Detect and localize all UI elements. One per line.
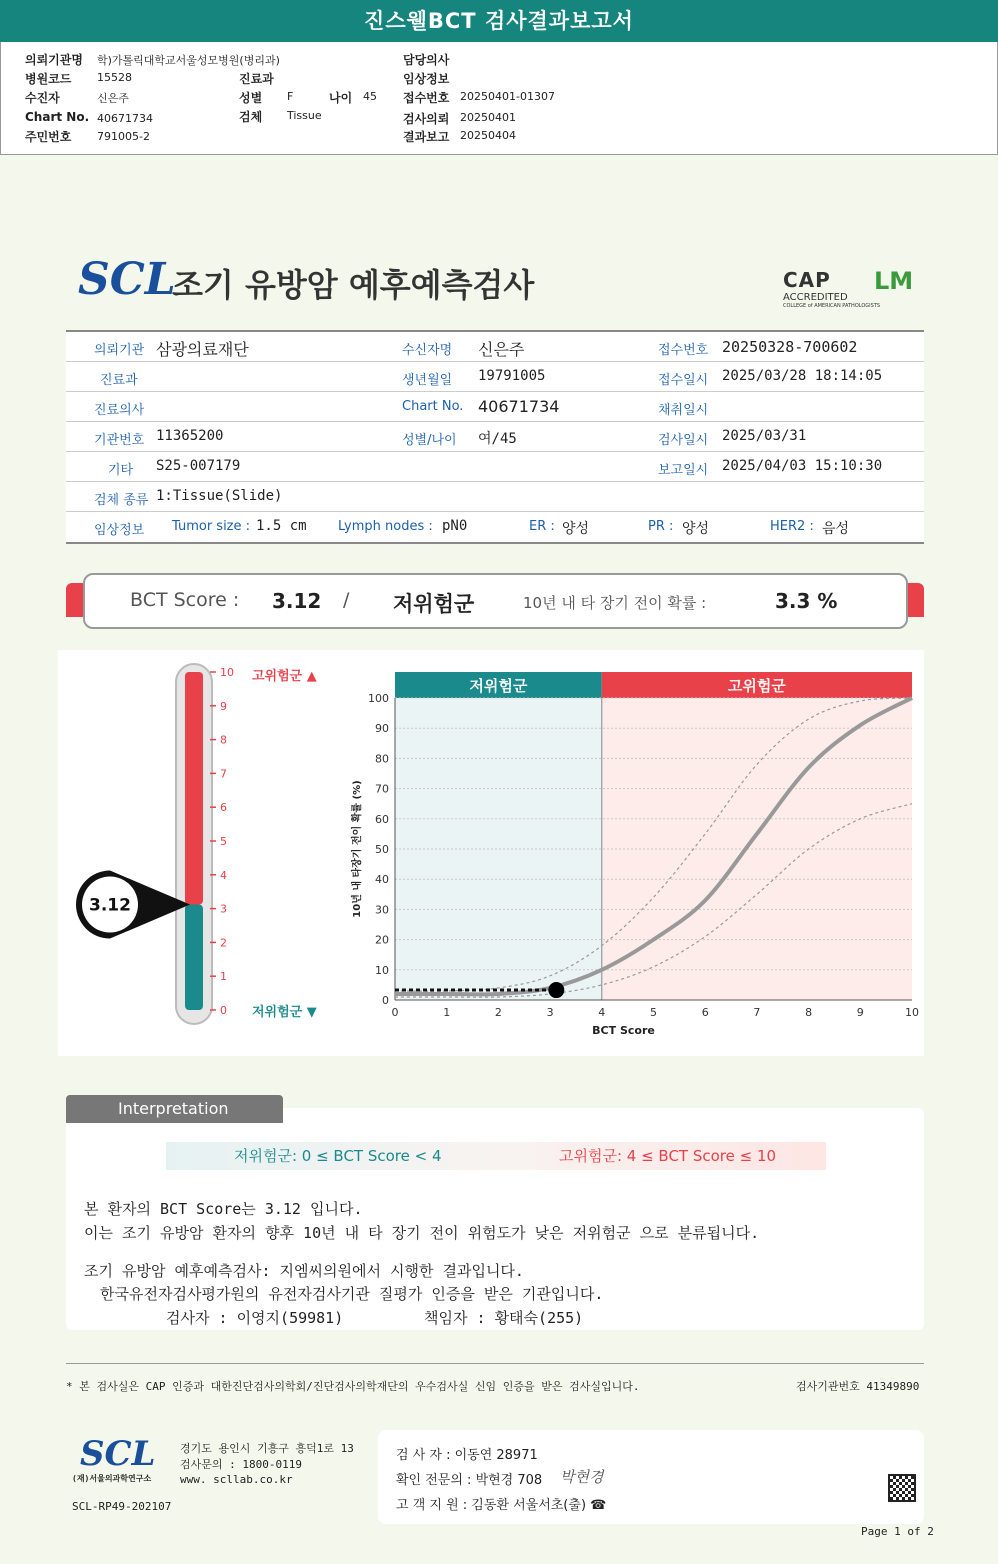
label: 접수번호 [658, 343, 709, 358]
footer-tel: 검사문의 : 1800-0119 [180, 1458, 302, 1471]
x-tick-label: 9 [856, 1006, 864, 1019]
x-axis-label: BCT Score [592, 1024, 655, 1037]
value: 양성 [562, 521, 590, 537]
label: 성별/나이 [402, 433, 457, 448]
hdr-label: 검사의뢰 [403, 112, 450, 126]
hdr-label: 나이 [329, 91, 353, 105]
hdr-value: 40671734 [97, 112, 153, 125]
hdr-label: 결과보고 [403, 130, 450, 144]
x-tick-label: 10 [905, 1006, 919, 1019]
cap-accredited-logo [783, 268, 880, 309]
low-risk-region [395, 698, 602, 1000]
value: 20250328-700602 [722, 338, 858, 356]
gauge-low-label: 저위험군 ▼ [252, 1005, 317, 1020]
value: 삼광의료재단 [156, 340, 249, 359]
y-tick-label: 90 [375, 722, 389, 736]
prob-label: 10년 내 타 장기 전이 확률 : [523, 594, 707, 612]
hdr-label: 진료과 [239, 72, 274, 86]
footer-address: 경기도 용인시 기흥구 흥덕1로 13 [180, 1442, 354, 1455]
gauge-tick-label: 10 [220, 666, 234, 679]
x-tick-label: 5 [650, 1006, 657, 1019]
footer-specialist: 확인 전문의 : 박현경 708 [396, 1473, 543, 1488]
report-header-title: 진스웰BCT 검사결과보고서 [0, 0, 998, 42]
x-tick-label: 7 [753, 1006, 761, 1019]
value: 19791005 [478, 368, 546, 384]
hdr-value: 45 [363, 90, 377, 103]
label: 채취일시 [658, 403, 709, 418]
y-tick-label: 20 [375, 933, 389, 947]
doc-id: SCL-RP49-202107 [72, 1500, 172, 1513]
gauge-tick-label: 9 [220, 699, 227, 713]
low-range-text: 저위험군: 0 ≤ BCT Score < 4 [234, 1147, 442, 1165]
hdr-value: 20250401-01307 [460, 90, 555, 103]
report-title: 조기 유방암 예후예측검사 [172, 266, 535, 304]
label: 검사일시 [658, 433, 709, 448]
value: 11365200 [156, 428, 224, 444]
patient-info-table [66, 330, 924, 544]
high-range-text: 고위험군: 4 ≤ BCT Score ≤ 10 [559, 1147, 777, 1165]
y-axis-label: 10년 내 타장기 전이 확률 (%) [352, 780, 363, 918]
gauge-tick-label: 7 [220, 767, 227, 781]
prob-value: 3.3 % [775, 589, 838, 613]
hdr-label: 담당의사 [403, 53, 450, 67]
scl-logo: SCL [78, 254, 176, 305]
score-gauge [58, 650, 348, 1056]
interp-responsible: 책임자 : 황태숙(255) [424, 1309, 584, 1327]
value: S25-007179 [156, 458, 241, 474]
lm-logo: LM [874, 267, 914, 295]
interpretation-tab: Interpretation [66, 1095, 283, 1123]
gauge-tick-label: 8 [220, 733, 227, 747]
gauge-tick-label: 4 [220, 868, 227, 882]
bct-score-label: BCT Score : [130, 589, 240, 611]
table-row [66, 362, 924, 392]
cap-text: CAP [783, 268, 831, 292]
interp-line-2: 이는 조기 유방암 환자의 향후 10년 내 타 장기 전이 위험도가 낮은 저위험군 으로 분류됩니다. [84, 1224, 760, 1242]
gauge-high-label: 고위험군 ▲ [252, 669, 317, 684]
value: 2025/03/31 [722, 428, 807, 444]
range-legend [166, 1142, 826, 1170]
gauge-tick-label: 0 [220, 1004, 227, 1017]
high-risk-header-label: 고위험군 [727, 677, 786, 695]
hdr-value: 791005-2 [97, 130, 150, 143]
value: 신은주 [478, 340, 525, 359]
hdr-value: 신은주 [97, 92, 129, 105]
signature-box [378, 1430, 924, 1524]
hdr-value: 20250404 [460, 129, 516, 142]
gauge-tick-label: 6 [220, 801, 227, 815]
x-tick-label: 1 [443, 1006, 451, 1019]
hdr-label: 검체 [239, 110, 263, 124]
label: 검체 종류 [94, 493, 149, 508]
patient-header-box [0, 42, 998, 155]
bct-score-value: 3.12 [272, 589, 322, 613]
y-tick-label: 10 [375, 963, 389, 977]
table-row [66, 422, 924, 452]
label: Lymph nodes : [338, 519, 433, 534]
interp-line-1: 본 환자의 BCT Score는 3.12 입니다. [84, 1200, 363, 1218]
hdr-value: 15528 [97, 71, 132, 84]
hdr-value: 20250401 [460, 111, 516, 124]
value: 2025/04/03 15:10:30 [722, 458, 883, 474]
cap-sub-text: COLLEGE of AMERICAN PATHOLOGISTS [783, 303, 881, 309]
gauge-tick-label: 5 [220, 835, 227, 848]
y-tick-label: 80 [375, 752, 389, 766]
x-tick-label: 3 [546, 1006, 554, 1019]
gauge-tick-label: 1 [220, 970, 227, 984]
value: 1.5 cm [256, 518, 307, 534]
value: 40671734 [478, 397, 560, 416]
footer-scl-logo: SCL [80, 1434, 156, 1474]
y-tick-label: 50 [375, 843, 389, 856]
label: 진료의사 [94, 403, 145, 418]
inst-number: 검사기관번호 41349890 [796, 1380, 920, 1393]
low-risk-header-label: 저위험군 [469, 677, 528, 695]
hdr-label: 병원코드 [25, 72, 72, 86]
table-row [66, 392, 924, 422]
value: 여/45 [478, 431, 517, 447]
value: 1:Tissue(Slide) [156, 488, 283, 504]
page-number: Page 1 of 2 [861, 1525, 934, 1538]
value: 양성 [682, 521, 710, 537]
footer-divider [66, 1363, 924, 1364]
label: 기타 [108, 463, 134, 478]
footer-org: (재)서울의과학연구소 [72, 1474, 152, 1483]
label: 기관번호 [94, 433, 145, 448]
y-tick-label: 40 [375, 873, 389, 887]
label: HER2 : [770, 519, 814, 534]
patient-point [548, 982, 564, 998]
hdr-label: Chart No. [25, 110, 90, 124]
gauge-high-fill [185, 672, 203, 905]
label: 수신자명 [402, 343, 453, 358]
footer-tester: 검 사 자 : 이동연 28971 [396, 1448, 538, 1463]
y-tick-label: 70 [375, 782, 389, 796]
gauge-value-label: 3.12 [89, 895, 131, 916]
interpretation-box [66, 1108, 924, 1330]
gauge-low-fill [185, 905, 203, 1010]
gauge-tick-label: 3 [220, 902, 227, 916]
risk-curve-chart [344, 650, 924, 1056]
hdr-value: Tissue [287, 109, 322, 122]
x-tick-label: 0 [391, 1006, 399, 1019]
label: Tumor size : [172, 519, 251, 534]
table-row [66, 512, 924, 542]
chart-panel [58, 650, 924, 1056]
label: PR : [648, 519, 674, 534]
gauge-tick-label: 2 [220, 936, 227, 950]
interp-line-4: 한국유전자검사평가원의 유전자검사기관 질평가 인증을 받은 기관입니다. [100, 1285, 604, 1303]
footer-customer-support: 고 객 지 원 : 김동환 서울서초(출) ☎ [396, 1498, 607, 1513]
value: 음성 [822, 521, 850, 537]
table-row [66, 332, 924, 362]
y-tick-label: 0 [382, 994, 389, 1007]
label: ER : [529, 519, 555, 534]
hdr-label: 수진자 [25, 91, 60, 105]
y-tick-label: 30 [375, 903, 389, 917]
hdr-value: F [287, 90, 294, 103]
y-tick-label: 60 [375, 812, 389, 826]
x-tick-label: 8 [805, 1006, 813, 1019]
interp-line-3: 조기 유방암 예후예측검사: 지엠씨의원에서 시행한 결과입니다. [84, 1262, 524, 1280]
label: 임상정보 [94, 523, 145, 538]
label: 생년월일 [402, 373, 453, 388]
interp-tester: 검사자 : 이영지(59981) [166, 1309, 344, 1327]
x-tick-label: 2 [494, 1006, 502, 1019]
footer-note: * 본 검사실은 CAP 인증과 대한진단검사의학회/진단검사의학재단의 우수검사실 신임 인증을 받은 검사실입니다. [66, 1380, 640, 1393]
risk-group: 저위험군 [393, 592, 475, 616]
value: 2025/03/28 18:14:05 [722, 368, 883, 384]
value: pN0 [442, 518, 468, 534]
x-tick-label: 6 [701, 1006, 709, 1019]
hdr-label: 의뢰기관명 [25, 53, 83, 67]
label: 진료과 [100, 373, 138, 388]
table-row [66, 452, 924, 482]
score-separator: / [343, 589, 350, 611]
label: 접수일시 [658, 373, 709, 388]
y-tick-label: 100 [368, 692, 389, 705]
hdr-label: 성별 [239, 91, 263, 105]
x-tick-label: 4 [598, 1006, 606, 1019]
label: 의뢰기관 [94, 343, 145, 358]
cap-accredited-text: ACCREDITED [783, 292, 848, 303]
specialist-signature: 박현경 [560, 1468, 604, 1486]
hdr-label: 임상정보 [403, 72, 450, 86]
hdr-label: 주민번호 [25, 130, 72, 144]
qr-code-icon [888, 1474, 916, 1502]
footer-web: www. scllab.co.kr [180, 1473, 293, 1486]
table-row [66, 482, 924, 512]
hdr-label: 접수번호 [403, 91, 450, 105]
hdr-value: 학)가톨릭대학교서울성모병원(병리과) [97, 54, 280, 67]
label: 보고일시 [658, 463, 709, 478]
score-summary-box [83, 573, 908, 629]
label: Chart No. [402, 399, 464, 414]
